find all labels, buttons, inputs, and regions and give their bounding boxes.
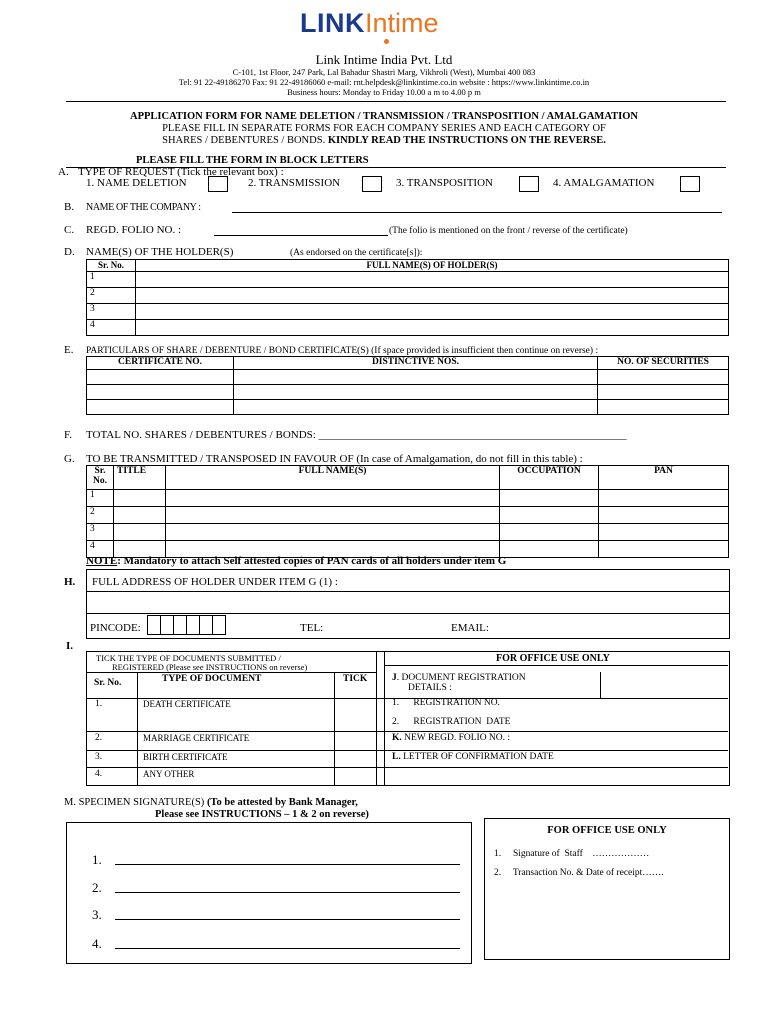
transferee-srno: 4	[87, 541, 114, 558]
pan-note-text: : Mandatory to attach Self attested copies of PAN cards of all holders under item G	[117, 555, 507, 567]
occupation-cell[interactable]	[500, 524, 599, 541]
full-name-cell[interactable]	[166, 507, 500, 524]
office-use-header: FOR OFFICE USE ONLY	[496, 653, 610, 664]
pan-note	[86, 555, 506, 567]
certificate-no-cell[interactable]	[87, 400, 234, 415]
table-row	[87, 490, 729, 507]
table-row	[87, 272, 729, 288]
pan-cell[interactable]	[599, 507, 729, 524]
holders-srno-header: Sr. No.	[87, 260, 136, 272]
section-c-label: REGD. FOLIO NO. :	[86, 224, 182, 236]
logo-intime-text: Intime	[365, 8, 439, 38]
section-b-label: NAME OF THE COMPANY :	[86, 202, 201, 213]
section-i-letter: I.	[66, 640, 74, 652]
office-use-title: FOR OFFICE USE ONLY	[547, 825, 667, 836]
signature-3-number: 3.	[92, 907, 102, 922]
address-field[interactable]	[87, 592, 727, 612]
j-text: . DOCUMENT REGISTRATION	[396, 673, 526, 683]
company-name-field[interactable]	[232, 212, 722, 213]
transferee-occupation-header: OCCUPATION	[500, 466, 599, 490]
subtitle-shares: SHARES / DEBENTURES / BONDS.	[162, 135, 326, 146]
srno-divider	[137, 672, 138, 785]
title-cell[interactable]	[114, 490, 166, 507]
certificate-no-cell[interactable]	[87, 370, 234, 385]
address-label: FULL ADDRESS OF HOLDER UNDER ITEM G (1) :	[92, 576, 338, 588]
table-row	[87, 320, 729, 336]
section-c-letter: C.	[64, 224, 75, 236]
signature-4-number: 4.	[92, 936, 102, 951]
row-line	[86, 750, 728, 751]
full-name-cell[interactable]	[166, 490, 500, 507]
transferee-name-header: FULL NAME(S)	[166, 466, 500, 490]
pan-cell[interactable]	[599, 524, 729, 541]
row-line	[86, 672, 377, 673]
section-d-note: (As endorsed on the certificate[s]):	[290, 248, 423, 258]
securities-cell[interactable]	[598, 400, 729, 415]
doc-3-no: 3.	[95, 752, 103, 762]
option-amalgamation: 4. AMALGAMATION	[553, 177, 655, 189]
table-row	[87, 385, 729, 400]
occupation-cell[interactable]	[500, 507, 599, 524]
tel-label: TEL:	[300, 622, 324, 634]
holder-name-cell[interactable]	[136, 288, 729, 304]
amalgamation-checkbox[interactable]	[680, 176, 700, 192]
distinctive-nos-cell[interactable]	[234, 385, 598, 400]
folio-note: (The folio is mentioned on the front / reverse of the certificate)	[389, 226, 628, 236]
holder-srno: 4	[87, 320, 136, 336]
holder-name-cell[interactable]	[136, 304, 729, 320]
tick-header: TICK	[343, 674, 368, 684]
section-g-letter: G.	[64, 453, 75, 465]
j-text-line2: DETAILS :	[408, 683, 452, 693]
k-text: NEW REGD. FOLIO NO. :	[401, 733, 511, 743]
holder-srno: 1	[87, 272, 136, 288]
section-a-label: TYPE OF REQUEST (Tick the relevant box) :	[78, 166, 284, 178]
form-subtitle-line1: PLEASE FILL IN SEPARATE FORMS FOR EACH COMPANY SERIES AND EACH CATEGORY OF	[162, 123, 606, 134]
l-letter: L.	[392, 752, 401, 762]
pincode-digit-box[interactable]	[186, 615, 199, 635]
row-line	[384, 665, 728, 666]
signature-2-line[interactable]	[115, 892, 460, 893]
doc-2-no: 2.	[95, 733, 103, 743]
transferee-srno-header: Sr. No.	[87, 466, 114, 490]
section-g-label-text: TO BE TRANSMITTED / TRANSPOSED IN FAVOUR OF	[86, 453, 354, 465]
header-divider	[66, 101, 726, 102]
distinctive-nos-cell[interactable]	[234, 370, 598, 385]
registration-date-label: 2. REGISTRATION DATE	[392, 717, 511, 727]
srno-header: Sr. No.	[94, 678, 122, 688]
section-a-letter: A.	[58, 166, 69, 178]
transaction-label: 2. Transaction No. & Date of receipt…….	[494, 868, 664, 878]
doc-4-no: 4.	[95, 769, 103, 779]
row-line	[86, 731, 728, 732]
confirmation-date-label	[392, 752, 554, 762]
table-row	[87, 304, 729, 320]
certificate-no-cell[interactable]	[87, 385, 234, 400]
block-letters-instruction: PLEASE FILL THE FORM IN BLOCK LETTERS	[136, 155, 369, 166]
pincode-digit-box[interactable]	[173, 615, 186, 635]
occupation-cell[interactable]	[500, 490, 599, 507]
section-f-letter: F.	[64, 429, 72, 441]
logo-link-text: LINK	[300, 8, 365, 38]
doc-1-no: 1.	[95, 699, 103, 709]
pincode-digit-box[interactable]	[199, 615, 212, 635]
securities-cell[interactable]	[598, 385, 729, 400]
holders-table	[86, 259, 729, 336]
holder-srno: 2	[87, 288, 136, 304]
holders-name-header: FULL NAME(S) OF HOLDER(S)	[136, 260, 729, 272]
address-line-divider	[87, 613, 729, 614]
pincode-digit-box[interactable]	[147, 615, 160, 635]
doc-4-tick[interactable]	[335, 768, 375, 783]
holder-name-cell[interactable]	[136, 320, 729, 336]
option-transposition: 3. TRANSPOSITION	[396, 177, 493, 189]
office-divider	[384, 651, 385, 785]
table-row	[87, 524, 729, 541]
certificate-no-header: CERTIFICATE NO.	[87, 357, 234, 370]
section-d-letter: D.	[64, 246, 75, 258]
pincode-digit-box[interactable]	[160, 615, 173, 635]
row-line	[86, 767, 728, 768]
email-label: EMAIL:	[451, 622, 489, 634]
section-m-label-text: M. SPECIMEN SIGNATURE(S)	[64, 797, 205, 808]
doc-2-tick[interactable]	[335, 732, 375, 749]
distinctive-nos-cell[interactable]	[234, 400, 598, 415]
company-logo	[300, 8, 439, 39]
pan-note-label: NOTE	[86, 555, 118, 567]
option-transmission: 2. TRANSMISSION	[248, 177, 341, 189]
section-m-instructions: Please see INSTRUCTIONS – 1 & 2 on reverse)	[155, 809, 369, 820]
transferee-srno: 2	[87, 507, 114, 524]
form-subtitle-line2	[0, 135, 768, 146]
certificates-table	[86, 356, 729, 415]
section-e-letter: E.	[64, 344, 74, 356]
signature-3-line[interactable]	[115, 919, 460, 920]
transmission-checkbox[interactable]	[362, 176, 382, 192]
section-g-label	[86, 453, 583, 465]
pincode-label: PINCODE:	[90, 622, 141, 634]
transferee-pan-header: PAN	[599, 466, 729, 490]
pincode-digit-box[interactable]	[212, 615, 226, 635]
signature-1-line[interactable]	[115, 864, 460, 865]
option-name-deletion: 1. NAME DELETION	[86, 177, 187, 189]
k-letter: K.	[392, 733, 402, 743]
pan-cell[interactable]	[599, 490, 729, 507]
occupation-cell[interactable]	[500, 541, 599, 558]
logo-dot-icon	[384, 39, 389, 44]
company-contact: Tel: 91 22-49186270 Fax: 91 22-49186060 e-mail: rnt.helpdesk@linkintime.co.in website : https://www.linkintime.co.in	[178, 77, 590, 87]
pincode-boxes[interactable]	[147, 615, 226, 635]
doc-2-type: MARRIAGE CERTIFICATE	[143, 733, 250, 743]
section-m-attest: (To be attested by Bank Manager,	[204, 797, 358, 808]
new-folio-label	[392, 733, 510, 743]
signature-1-number: 1.	[92, 852, 102, 867]
j-letter: J	[392, 673, 397, 683]
section-m-label	[64, 797, 358, 808]
section-g-note: (In case of Amalgamation, do not fill in this table) :	[353, 453, 583, 465]
section-e-label-text: PARTICULARS OF SHARE / DEBENTURE / BOND CERTIFICATE(S)	[86, 346, 369, 356]
subtitle-instructions: KINDLY READ THE INSTRUCTIONS ON THE REVERSE.	[325, 135, 606, 146]
office-use-box	[484, 818, 730, 960]
signature-4-line[interactable]	[115, 948, 460, 949]
doc-4-type: ANY OTHER	[143, 769, 195, 779]
j-divider	[600, 672, 601, 698]
tick-header-line2: REGISTERED (Please see INSTRUCTIONS on reverse)	[112, 662, 308, 672]
doc-3-tick[interactable]	[335, 751, 375, 766]
transferee-srno: 3	[87, 524, 114, 541]
no-of-securities-header: NO. OF SECURITIES	[598, 357, 729, 370]
transposition-checkbox[interactable]	[519, 176, 539, 192]
l-text: LETTER OF CONFIRMATION DATE	[400, 752, 554, 762]
table-row	[87, 400, 729, 415]
section-d-label: NAME(S) OF THE HOLDER(S)	[86, 246, 234, 258]
table-row	[87, 288, 729, 304]
folio-number-field[interactable]	[214, 235, 388, 236]
section-f-label: TOTAL NO. SHARES / DEBENTURES / BONDS: ________________________________________________________	[86, 429, 627, 441]
doc-1-type: DEATH CERTIFICATE	[143, 699, 231, 709]
holder-srno: 3	[87, 304, 136, 320]
type-header: TYPE OF DOCUMENT	[162, 674, 262, 684]
title-cell[interactable]	[114, 507, 166, 524]
business-hours: Business hours: Monday to Friday 10.00 a m to 4.00 p m	[287, 87, 481, 97]
registration-no-label: 1. REGISTRATION NO.	[392, 698, 500, 708]
section-b-letter: B.	[64, 201, 75, 213]
table-row	[87, 507, 729, 524]
doc-1-tick[interactable]	[335, 699, 375, 730]
transferee-table	[86, 465, 729, 558]
form-title: APPLICATION FORM FOR NAME DELETION / TRANSMISSION / TRANSPOSITION / AMALGAMATION	[130, 111, 638, 122]
title-cell[interactable]	[114, 524, 166, 541]
staff-signature-label: 1. Signature of Staff ………………	[494, 849, 650, 859]
company-address: C-101, 1st Floor, 247 Park, Lal Bahadur Shastri Marg, Vikhroli (West), Mumbai 400 083	[232, 67, 536, 77]
pan-cell[interactable]	[599, 541, 729, 558]
securities-cell[interactable]	[598, 370, 729, 385]
signature-box	[66, 822, 472, 964]
signature-2-number: 2.	[92, 880, 102, 895]
transferee-srno: 1	[87, 490, 114, 507]
holder-name-cell[interactable]	[136, 272, 729, 288]
section-e-note: (If space provided is insufficient then continue on reverse) :	[368, 346, 599, 356]
table-row	[87, 370, 729, 385]
transferee-title-header: TITLE	[114, 466, 166, 490]
company-name: Link Intime India Pvt. Ltd	[315, 52, 453, 67]
tick-header-line1: TICK THE TYPE OF DOCUMENTS SUBMITTED /	[96, 653, 281, 663]
name-deletion-checkbox[interactable]	[208, 176, 228, 192]
doc-3-type: BIRTH CERTIFICATE	[143, 752, 228, 762]
full-name-cell[interactable]	[166, 524, 500, 541]
section-e-label	[86, 346, 598, 356]
distinctive-nos-header: DISTINCTIVE NOS.	[234, 357, 598, 370]
section-h-letter: H.	[64, 576, 76, 588]
j-label	[392, 673, 526, 683]
